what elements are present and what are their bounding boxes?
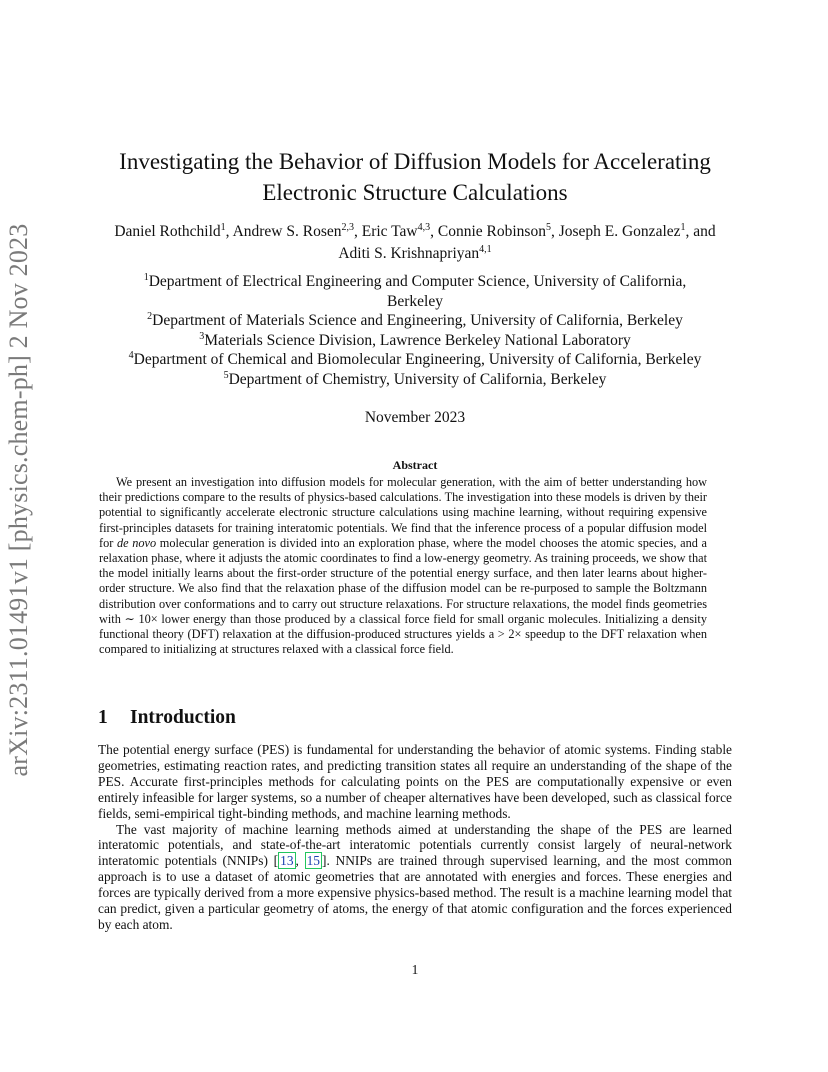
title-line-1: Investigating the Behavior of Diffusion Models for Accelerating <box>119 149 711 174</box>
author-name: , Joseph E. Gonzalez <box>550 223 681 240</box>
abstract-italic: de novo <box>116 535 157 550</box>
abstract-part: molecular generation is divided into an exploration phase, where the model chooses the atomic species, and a relaxation phase, where it adjusts the atomic coordinates to find a low-energy geometry. As training proceeds, we show that the model initially learns about the first-order structure of the potential energy surface, and then later learns about higher-order structure. We also find that the relaxation phase of the diffusion model can be re-purposed to sample the Boltzmann distribution over conformations and to carry out structure relaxations. For structure relaxations, the model finds geometries with ∼ 10× lower energy than those produced by a classical force field for small organic molecules. Initializing a density functional theory (DFT) relaxation at the diffusion-produced structures yields a > 2× speedup to the DFT relaxation when compared to initializing at structures relaxed with a classical force field. <box>99 535 707 657</box>
affil-text: Berkeley <box>387 292 443 310</box>
affil-text: Department of Materials Science and Engineering, University of California, Berkeley <box>152 312 683 329</box>
abstract-part: We present an investigation into diffusion models for molecular generation, with the aim of better understanding how their predictions compare to the results of physics-based calculations. The investigation into these models is driven by their potential to significantly accelerate electronic structure calculations using machine learning, without requiring expensive first-principles datasets for training interatomic potentials. We find that the inference process of a popular diffusion model for <box>99 475 707 550</box>
affiliation-list <box>98 272 732 389</box>
paragraph: The potential energy surface (PES) is fundamental for understanding the behavior of atomic systems. Finding stable geometries, estimating reaction rates, and predicting transition states all require an understanding of the shape of the PES. Accurate first-principles methods for calculating points on the PES are computationally expensive or even entirely infeasible for larger systems, so a number of cheaper alternatives have been developed, such as classical force fields, semi-empirical tight-binding methods, and machine learning methods. <box>98 742 732 821</box>
arxiv-identifier: arXiv:2311.01491v1 [physics.chem-ph] 2 Nov 2023 <box>4 223 33 777</box>
paragraph-part: ]. NNIPs are trained through supervised learning, and the most common approach is to use a dataset of atomic geometries that are annotated with energies and forces. These energies and forces are typically derived from a more expensive physics-based method. The result is a machine learning model that can predict, given a particular geometry of atoms, the energy of that atomic configuration and the forces experienced by each atom. <box>98 853 732 932</box>
author-name: , and Aditi S. Krishnapriyan <box>338 223 716 262</box>
author-list <box>98 221 732 265</box>
author-affil-sup: 5 <box>545 221 551 233</box>
paper-date: November 2023 <box>364 409 466 426</box>
affil-sup: 1 <box>143 271 149 283</box>
affiliation <box>98 311 732 331</box>
paragraph-part: The vast majority of machine learning methods aimed at understanding the shape of the PES are learned interatomic potentials, and state-of-the-art interatomic potentials currently consist largely of neural-network interatomic potentials (NNIPs) [ <box>98 821 732 869</box>
paper-title <box>98 146 732 208</box>
affil-text: Department of Chemical and Biomolecular Engineering, University of California, Berkeley <box>133 351 702 368</box>
affil-sup: 2 <box>147 310 153 322</box>
author-affil-sup: 1 <box>220 221 226 233</box>
author-affil-sup: 4,1 <box>479 243 492 255</box>
affil-sup: 4 <box>128 349 134 361</box>
citation-sep: , <box>295 853 305 869</box>
abstract-text <box>98 475 732 657</box>
author-name: Daniel Rothchild <box>114 223 221 240</box>
affiliation <box>98 370 732 390</box>
paragraph <box>98 822 732 933</box>
section-number: 1 <box>98 707 108 728</box>
affiliation <box>98 350 732 370</box>
author-affil-sup: 2,3 <box>341 221 354 233</box>
section-title: Introduction <box>130 707 236 728</box>
author-affil-sup: 1 <box>680 221 686 233</box>
affil-sup: 3 <box>199 330 205 342</box>
citation-link[interactable]: 15 <box>306 853 320 869</box>
intro-body <box>98 742 732 933</box>
author-name: , Eric Taw <box>354 223 418 240</box>
title-line-2: Electronic Structure Calculations <box>262 180 568 205</box>
section-heading <box>98 707 236 729</box>
affil-text: Department of Chemistry, University of California, Berkeley <box>228 370 607 388</box>
abstract-heading: Abstract <box>392 458 438 472</box>
affil-sup: 5 <box>223 369 229 381</box>
affil-text: Department of Electrical Engineering and Computer Science, University of California, <box>148 273 687 290</box>
author-name: , Andrew S. Rosen <box>225 223 342 240</box>
page-number: 1 <box>411 962 419 977</box>
author-name: , Connie Robinson <box>430 223 546 240</box>
affiliation <box>98 292 732 312</box>
affiliation <box>98 272 732 292</box>
citation-link[interactable]: 13 <box>280 853 294 869</box>
author-affil-sup: 4,3 <box>417 221 431 233</box>
affil-text: Materials Science Division, Lawrence Berkeley National Laboratory <box>204 331 631 349</box>
affiliation <box>98 331 732 351</box>
